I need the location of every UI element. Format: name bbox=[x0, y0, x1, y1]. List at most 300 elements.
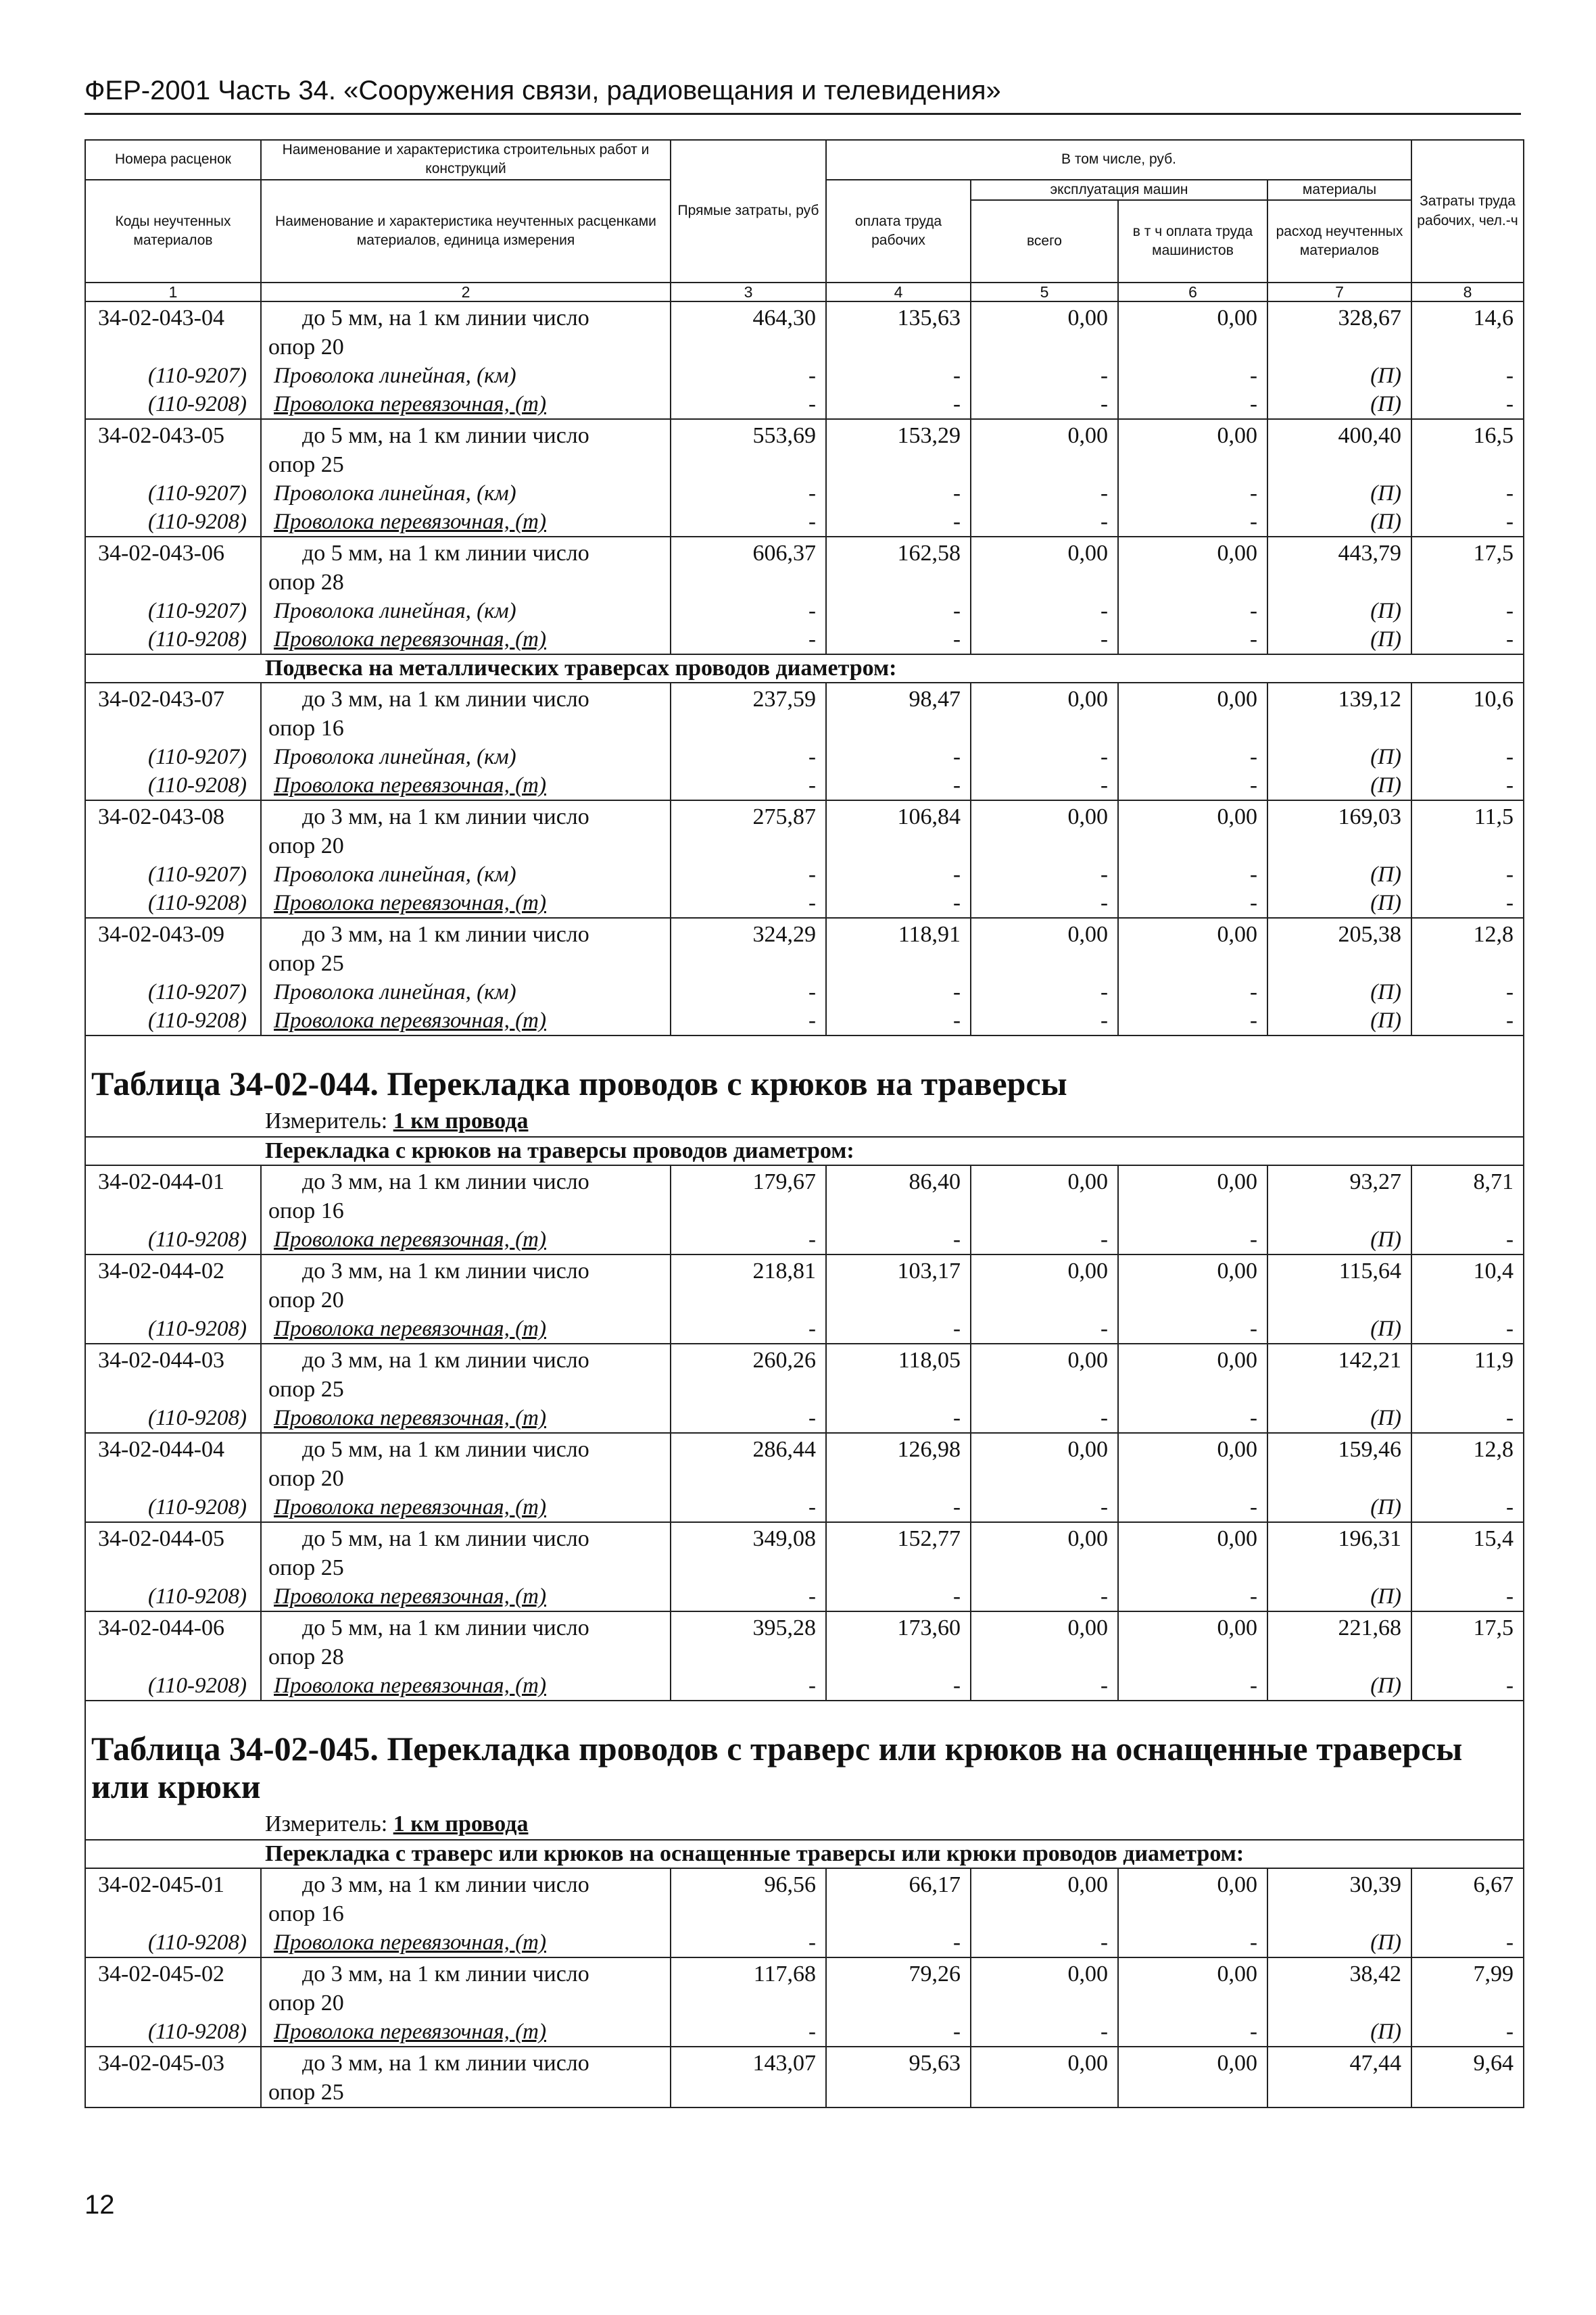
rate-description bbox=[261, 1868, 671, 1928]
material-code: (110-9207) bbox=[85, 743, 261, 771]
material-value: - bbox=[671, 362, 826, 390]
material-value: (П) bbox=[1267, 2018, 1411, 2047]
rate-description-line: опор 16 bbox=[268, 1198, 344, 1224]
col5-header: всего bbox=[971, 200, 1118, 283]
rate-value: 8,71 bbox=[1411, 1165, 1524, 1225]
rates-table bbox=[84, 139, 1524, 2108]
rate-row bbox=[85, 1611, 1524, 1672]
rate-value: 0,00 bbox=[971, 301, 1118, 362]
rate-value: 106,84 bbox=[826, 800, 971, 860]
material-row bbox=[85, 362, 1524, 390]
rate-description-line: опор 25 bbox=[268, 951, 344, 977]
rate-description-line: опор 28 bbox=[268, 1644, 344, 1670]
material-value: - bbox=[671, 978, 826, 1006]
material-value: - bbox=[826, 860, 971, 889]
rate-description bbox=[261, 1611, 671, 1672]
material-value: - bbox=[826, 362, 971, 390]
measure-label: Измеритель: bbox=[265, 1108, 388, 1134]
material-row bbox=[85, 625, 1524, 654]
material-value: - bbox=[1118, 889, 1267, 918]
table-title-row bbox=[85, 1035, 1524, 1106]
material-row bbox=[85, 1493, 1524, 1522]
rate-value: 324,29 bbox=[671, 918, 826, 978]
material-value: (П) bbox=[1267, 625, 1411, 654]
material-value: - bbox=[971, 479, 1118, 508]
rate-code: 34-02-043-08 bbox=[85, 800, 261, 860]
material-value: - bbox=[1118, 743, 1267, 771]
material-value: - bbox=[971, 743, 1118, 771]
rate-value: 0,00 bbox=[1118, 1254, 1267, 1315]
rate-description bbox=[261, 1165, 671, 1225]
rate-description bbox=[261, 683, 671, 743]
rate-value: 0,00 bbox=[971, 1344, 1118, 1404]
material-row bbox=[85, 1315, 1524, 1344]
rate-code: 34-02-045-02 bbox=[85, 1957, 261, 2018]
rate-value: 0,00 bbox=[1118, 1433, 1267, 1493]
section-heading-row bbox=[85, 1137, 1524, 1165]
rate-value: 95,63 bbox=[826, 2047, 971, 2107]
table-title-row bbox=[85, 1701, 1524, 1809]
material-row bbox=[85, 508, 1524, 537]
rate-description-line: до 5 мм, на 1 км линии число bbox=[302, 1615, 589, 1641]
material-value: - bbox=[971, 1928, 1118, 1957]
rate-value: 0,00 bbox=[971, 1522, 1118, 1582]
material-name: Проволока перевязочная, (т) bbox=[261, 1672, 671, 1701]
rate-description-line: до 3 мм, на 1 км линии число bbox=[302, 922, 589, 948]
rate-description bbox=[261, 301, 671, 362]
material-value: - bbox=[1411, 625, 1524, 654]
material-value: - bbox=[1411, 978, 1524, 1006]
material-value: - bbox=[1118, 860, 1267, 889]
col-index: 2 bbox=[261, 283, 671, 301]
material-code: (110-9208) bbox=[85, 625, 261, 654]
rate-code: 34-02-043-06 bbox=[85, 537, 261, 597]
material-code: (110-9208) bbox=[85, 1928, 261, 1957]
rate-value: 464,30 bbox=[671, 301, 826, 362]
material-value: - bbox=[1118, 1225, 1267, 1254]
material-value: (П) bbox=[1267, 1225, 1411, 1254]
material-value: - bbox=[971, 889, 1118, 918]
rate-value: 98,47 bbox=[826, 683, 971, 743]
material-value: - bbox=[1118, 2018, 1267, 2047]
material-value: - bbox=[671, 1006, 826, 1035]
material-value: (П) bbox=[1267, 390, 1411, 419]
rate-value: 328,67 bbox=[1267, 301, 1411, 362]
rate-value: 275,87 bbox=[671, 800, 826, 860]
material-value: - bbox=[1118, 1493, 1267, 1522]
rate-value: 205,38 bbox=[1267, 918, 1411, 978]
material-name: Проволока перевязочная, (т) bbox=[261, 1493, 671, 1522]
rate-row bbox=[85, 419, 1524, 479]
material-value: - bbox=[671, 743, 826, 771]
col-index: 7 bbox=[1267, 283, 1411, 301]
material-value: - bbox=[1411, 508, 1524, 537]
material-code: (110-9207) bbox=[85, 362, 261, 390]
material-value: - bbox=[826, 1672, 971, 1701]
table-title bbox=[85, 1701, 1524, 1809]
rate-row bbox=[85, 1254, 1524, 1315]
material-value: - bbox=[671, 2018, 826, 2047]
material-name: Проволока перевязочная, (т) bbox=[261, 889, 671, 918]
col-index: 8 bbox=[1411, 283, 1524, 301]
material-name: Проволока перевязочная, (т) bbox=[261, 508, 671, 537]
rate-description-line: до 5 мм, на 1 км линии число bbox=[302, 423, 589, 449]
col3-header: Прямые затраты, руб bbox=[671, 140, 826, 283]
material-value: - bbox=[1118, 1928, 1267, 1957]
material-value: - bbox=[971, 390, 1118, 419]
rate-value: 0,00 bbox=[1118, 1522, 1267, 1582]
material-value: - bbox=[971, 1315, 1118, 1344]
col6-header: в т ч оплата труда машинистов bbox=[1118, 200, 1267, 283]
material-code: (110-9207) bbox=[85, 860, 261, 889]
material-row bbox=[85, 1672, 1524, 1701]
rate-description bbox=[261, 1254, 671, 1315]
material-value: - bbox=[971, 1493, 1118, 1522]
rate-value: 118,91 bbox=[826, 918, 971, 978]
rate-value: 0,00 bbox=[971, 1165, 1118, 1225]
material-value: - bbox=[671, 1928, 826, 1957]
col2-header-top: Наименование и характеристика строительных работ и конструкций bbox=[261, 140, 671, 180]
material-row bbox=[85, 1006, 1524, 1035]
material-value: - bbox=[971, 625, 1118, 654]
material-value: - bbox=[1411, 1404, 1524, 1433]
material-value: (П) bbox=[1267, 479, 1411, 508]
rate-value: 0,00 bbox=[1118, 1344, 1267, 1404]
material-name: Проволока перевязочная, (т) bbox=[261, 2018, 671, 2047]
material-name: Проволока линейная, (км) bbox=[261, 978, 671, 1006]
material-value: (П) bbox=[1267, 889, 1411, 918]
material-value: - bbox=[1411, 597, 1524, 625]
material-value: - bbox=[671, 1582, 826, 1611]
rate-value: 395,28 bbox=[671, 1611, 826, 1672]
rate-code: 34-02-044-06 bbox=[85, 1611, 261, 1672]
material-value: - bbox=[971, 508, 1118, 537]
rate-value: 0,00 bbox=[1118, 537, 1267, 597]
rate-value: 115,64 bbox=[1267, 1254, 1411, 1315]
rate-value: 0,00 bbox=[971, 1254, 1118, 1315]
rate-code: 34-02-044-03 bbox=[85, 1344, 261, 1404]
rate-value: 143,07 bbox=[671, 2047, 826, 2107]
material-value: (П) bbox=[1267, 978, 1411, 1006]
rate-value: 126,98 bbox=[826, 1433, 971, 1493]
rate-value: 0,00 bbox=[971, 2047, 1118, 2107]
material-name: Проволока перевязочная, (т) bbox=[261, 1315, 671, 1344]
material-value: - bbox=[1118, 390, 1267, 419]
rate-value: 0,00 bbox=[971, 918, 1118, 978]
rate-code: 34-02-044-01 bbox=[85, 1165, 261, 1225]
rate-code: 34-02-045-03 bbox=[85, 2047, 261, 2107]
material-value: - bbox=[971, 978, 1118, 1006]
material-value: - bbox=[1411, 1582, 1524, 1611]
rate-value: 0,00 bbox=[1118, 683, 1267, 743]
material-value: - bbox=[1411, 1928, 1524, 1957]
material-name: Проволока линейная, (км) bbox=[261, 597, 671, 625]
material-value: - bbox=[1411, 860, 1524, 889]
rate-value: 17,5 bbox=[1411, 537, 1524, 597]
rate-value: 260,26 bbox=[671, 1344, 826, 1404]
material-name: Проволока перевязочная, (т) bbox=[261, 1404, 671, 1433]
rate-value: 196,31 bbox=[1267, 1522, 1411, 1582]
rate-value: 0,00 bbox=[1118, 1957, 1267, 2018]
rate-description-line: до 5 мм, на 1 км линии число bbox=[302, 306, 589, 331]
rate-row bbox=[85, 800, 1524, 860]
material-value: - bbox=[1118, 479, 1267, 508]
rate-value: 117,68 bbox=[671, 1957, 826, 2018]
rate-value: 400,40 bbox=[1267, 419, 1411, 479]
col2-header-bottom: Наименование и характеристика неучтенных расценками материалов, единица измерения bbox=[261, 180, 671, 283]
rate-row bbox=[85, 1868, 1524, 1928]
material-code: (110-9208) bbox=[85, 889, 261, 918]
material-value: - bbox=[1411, 2018, 1524, 2047]
section-heading-row bbox=[85, 654, 1524, 683]
rate-value: 6,67 bbox=[1411, 1868, 1524, 1928]
rate-code: 34-02-044-02 bbox=[85, 1254, 261, 1315]
rate-value: 173,60 bbox=[826, 1611, 971, 1672]
rate-description-line: до 3 мм, на 1 км линии число bbox=[302, 1259, 589, 1284]
material-row bbox=[85, 860, 1524, 889]
rate-row bbox=[85, 1165, 1524, 1225]
material-value: - bbox=[826, 1006, 971, 1035]
table-title-text: Таблица 34-02-044. Перекладка проводов с крюков на траверсы bbox=[91, 1065, 1067, 1103]
material-value: - bbox=[826, 743, 971, 771]
rate-value: 17,5 bbox=[1411, 1611, 1524, 1672]
material-value: - bbox=[971, 1672, 1118, 1701]
material-name: Проволока перевязочная, (т) bbox=[261, 1006, 671, 1035]
material-value: - bbox=[671, 390, 826, 419]
material-value: (П) bbox=[1267, 1006, 1411, 1035]
col-index: 3 bbox=[671, 283, 826, 301]
measure-value: 1 км провода bbox=[393, 1108, 529, 1134]
material-code: (110-9207) bbox=[85, 597, 261, 625]
measure-unit bbox=[85, 1106, 1524, 1137]
rate-description bbox=[261, 419, 671, 479]
material-value: - bbox=[1118, 1315, 1267, 1344]
material-value: - bbox=[1118, 1672, 1267, 1701]
rate-row bbox=[85, 1957, 1524, 2018]
rate-value: 0,00 bbox=[1118, 419, 1267, 479]
material-value: (П) bbox=[1267, 508, 1411, 537]
material-row bbox=[85, 889, 1524, 918]
rate-description-line: до 3 мм, на 1 км линии число bbox=[302, 1961, 589, 1987]
material-code: (110-9208) bbox=[85, 390, 261, 419]
rate-value: 118,05 bbox=[826, 1344, 971, 1404]
rate-description-line: опор 25 bbox=[268, 1377, 344, 1403]
rate-description-line: опор 28 bbox=[268, 570, 344, 595]
rate-description bbox=[261, 1522, 671, 1582]
rate-value: 0,00 bbox=[971, 419, 1118, 479]
rate-description-line: опор 20 bbox=[268, 1288, 344, 1313]
rate-value: 0,00 bbox=[971, 683, 1118, 743]
material-value: - bbox=[671, 1493, 826, 1522]
material-value: - bbox=[1118, 771, 1267, 800]
material-value: - bbox=[971, 771, 1118, 800]
rate-value: 96,56 bbox=[671, 1868, 826, 1928]
material-value: - bbox=[1411, 1315, 1524, 1344]
col8-header: Затраты труда рабочих, чел.-ч bbox=[1411, 140, 1524, 283]
rate-value: 553,69 bbox=[671, 419, 826, 479]
material-code: (110-9208) bbox=[85, 2018, 261, 2047]
rate-description-line: опор 20 bbox=[268, 335, 344, 360]
rate-value: 152,77 bbox=[826, 1522, 971, 1582]
material-value: - bbox=[971, 860, 1118, 889]
table-header bbox=[85, 140, 1524, 301]
rate-code: 34-02-043-05 bbox=[85, 419, 261, 479]
rate-description-line: опор 25 bbox=[268, 452, 344, 478]
rate-value: 349,08 bbox=[671, 1522, 826, 1582]
material-value: - bbox=[826, 771, 971, 800]
material-value: - bbox=[1411, 1225, 1524, 1254]
rate-value: 66,17 bbox=[826, 1868, 971, 1928]
rate-value: 86,40 bbox=[826, 1165, 971, 1225]
rate-row bbox=[85, 1433, 1524, 1493]
section-heading: Перекладка с крюков на траверсы проводов диаметром: bbox=[85, 1137, 1524, 1165]
material-code: (110-9208) bbox=[85, 1404, 261, 1433]
material-name: Проволока перевязочная, (т) bbox=[261, 771, 671, 800]
rate-value: 7,99 bbox=[1411, 1957, 1524, 2018]
material-value: - bbox=[1411, 390, 1524, 419]
material-name: Проволока перевязочная, (т) bbox=[261, 1225, 671, 1254]
material-row bbox=[85, 743, 1524, 771]
cost-breakdown-header: В том числе, руб. bbox=[826, 140, 1411, 180]
rate-description-line: до 3 мм, на 1 км линии число bbox=[302, 1169, 589, 1195]
material-row bbox=[85, 390, 1524, 419]
material-value: - bbox=[826, 2018, 971, 2047]
rate-value: 237,59 bbox=[671, 683, 826, 743]
material-value: - bbox=[1411, 1672, 1524, 1701]
rate-value: 0,00 bbox=[1118, 1611, 1267, 1672]
col-index: 5 bbox=[971, 283, 1118, 301]
material-value: - bbox=[826, 508, 971, 537]
material-row bbox=[85, 1582, 1524, 1611]
rate-description bbox=[261, 800, 671, 860]
material-row bbox=[85, 2018, 1524, 2047]
rate-value: 103,17 bbox=[826, 1254, 971, 1315]
rate-code: 34-02-043-04 bbox=[85, 301, 261, 362]
material-row bbox=[85, 479, 1524, 508]
rate-value: 169,03 bbox=[1267, 800, 1411, 860]
rate-value: 142,21 bbox=[1267, 1344, 1411, 1404]
rate-code: 34-02-045-01 bbox=[85, 1868, 261, 1928]
material-value: - bbox=[971, 1404, 1118, 1433]
col7-header: расход неучтенных материалов bbox=[1267, 200, 1411, 283]
table-body bbox=[85, 301, 1524, 2107]
measure-label: Измеритель: bbox=[265, 1811, 388, 1837]
col1-header-top: Номера расценок bbox=[85, 140, 261, 180]
rate-description-line: опор 20 bbox=[268, 1991, 344, 2016]
material-row bbox=[85, 771, 1524, 800]
rate-value: 0,00 bbox=[1118, 2047, 1267, 2107]
material-value: - bbox=[826, 1928, 971, 1957]
material-value: - bbox=[826, 1315, 971, 1344]
rate-value: 286,44 bbox=[671, 1433, 826, 1493]
material-value: - bbox=[671, 860, 826, 889]
material-value: (П) bbox=[1267, 1404, 1411, 1433]
rate-value: 11,5 bbox=[1411, 800, 1524, 860]
rate-value: 79,26 bbox=[826, 1957, 971, 2018]
materials-header: материалы bbox=[1267, 180, 1411, 200]
material-value: - bbox=[1118, 597, 1267, 625]
material-value: - bbox=[671, 1315, 826, 1344]
section-heading: Подвеска на металлических траверсах проводов диаметром: bbox=[85, 654, 1524, 683]
rate-value: 153,29 bbox=[826, 419, 971, 479]
col1-header-bottom: Коды неучтенных материалов bbox=[85, 180, 261, 283]
material-value: - bbox=[1411, 1006, 1524, 1035]
material-code: (110-9207) bbox=[85, 479, 261, 508]
material-row bbox=[85, 1225, 1524, 1254]
page-number: 12 bbox=[84, 2190, 115, 2220]
col-index: 1 bbox=[85, 283, 261, 301]
rate-value: 15,4 bbox=[1411, 1522, 1524, 1582]
rate-value: 606,37 bbox=[671, 537, 826, 597]
material-value: (П) bbox=[1267, 362, 1411, 390]
rate-value: 0,00 bbox=[971, 800, 1118, 860]
material-name: Проволока линейная, (км) bbox=[261, 743, 671, 771]
material-value: - bbox=[671, 1404, 826, 1433]
rate-value: 14,6 bbox=[1411, 301, 1524, 362]
rate-description bbox=[261, 537, 671, 597]
col4-header: оплата труда рабочих bbox=[826, 180, 971, 283]
rate-description-line: опор 25 bbox=[268, 2080, 344, 2105]
material-value: (П) bbox=[1267, 597, 1411, 625]
material-value: - bbox=[671, 889, 826, 918]
rate-description bbox=[261, 1433, 671, 1493]
material-name: Проволока линейная, (км) bbox=[261, 860, 671, 889]
material-value: - bbox=[826, 390, 971, 419]
material-name: Проволока линейная, (км) bbox=[261, 362, 671, 390]
measure-row bbox=[85, 1106, 1524, 1137]
material-value: (П) bbox=[1267, 1493, 1411, 1522]
material-value: - bbox=[1411, 889, 1524, 918]
section-heading-row bbox=[85, 1840, 1524, 1868]
material-value: (П) bbox=[1267, 1928, 1411, 1957]
material-value: - bbox=[971, 2018, 1118, 2047]
material-value: - bbox=[1411, 479, 1524, 508]
material-code: (110-9208) bbox=[85, 1672, 261, 1701]
material-row bbox=[85, 978, 1524, 1006]
rate-value: 135,63 bbox=[826, 301, 971, 362]
measure-row bbox=[85, 1809, 1524, 1840]
material-code: (110-9208) bbox=[85, 1582, 261, 1611]
rate-value: 0,00 bbox=[1118, 301, 1267, 362]
measure-unit bbox=[85, 1809, 1524, 1840]
rate-description-line: опор 20 bbox=[268, 833, 344, 859]
rate-value: 179,67 bbox=[671, 1165, 826, 1225]
rate-description-line: до 3 мм, на 1 км линии число bbox=[302, 2051, 589, 2076]
material-value: - bbox=[671, 1225, 826, 1254]
rate-value: 0,00 bbox=[1118, 800, 1267, 860]
rate-description-line: до 3 мм, на 1 км линии число bbox=[302, 804, 589, 830]
material-value: - bbox=[1411, 1493, 1524, 1522]
rate-value: 0,00 bbox=[971, 537, 1118, 597]
rate-value: 10,6 bbox=[1411, 683, 1524, 743]
material-value: - bbox=[971, 1006, 1118, 1035]
rate-value: 12,8 bbox=[1411, 918, 1524, 978]
material-name: Проволока перевязочная, (т) bbox=[261, 390, 671, 419]
rate-value: 0,00 bbox=[971, 1868, 1118, 1928]
rate-description bbox=[261, 1957, 671, 2018]
material-value: - bbox=[671, 479, 826, 508]
rate-description-line: опор 16 bbox=[268, 1901, 344, 1927]
material-name: Проволока перевязочная, (т) bbox=[261, 1928, 671, 1957]
section-heading: Перекладка с траверс или крюков на оснащенные траверсы или крюки проводов диаметром: bbox=[85, 1840, 1524, 1868]
table-title-text: Таблица 34-02-045. Перекладка проводов с траверс или крюков на оснащенные траверсы или крюки bbox=[91, 1730, 1463, 1806]
material-value: (П) bbox=[1267, 1672, 1411, 1701]
rate-value: 159,46 bbox=[1267, 1433, 1411, 1493]
rate-value: 38,42 bbox=[1267, 1957, 1411, 2018]
rate-value: 0,00 bbox=[1118, 918, 1267, 978]
rate-code: 34-02-043-07 bbox=[85, 683, 261, 743]
col-index: 6 bbox=[1118, 283, 1267, 301]
